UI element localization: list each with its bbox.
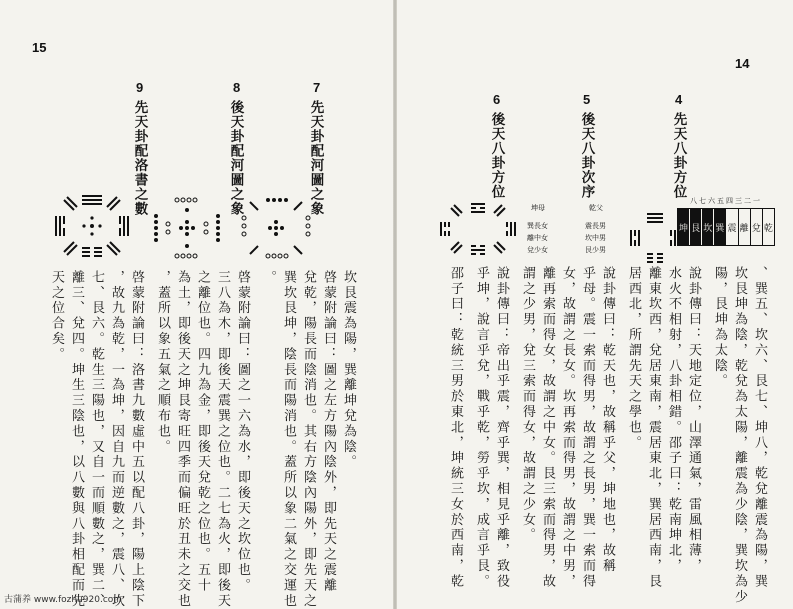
daughter-label: 離中女 [527,234,548,242]
son-label: 艮少男 [585,246,606,254]
section-heading: 先天卦配洛書之數 [131,100,148,216]
section-number: 8 [233,80,241,95]
section-number: 6 [493,92,501,107]
father-label: 乾父 [589,204,603,212]
text-column: 七、艮六。乾生三陽也，又自一而順數之，巽二、 [89,270,104,609]
trigram-cell: 震 [727,209,739,245]
text-column: 坎艮震為陽，巽離坤兌為陰。 [341,270,356,471]
order-header: 八七六五四三二一 [690,197,762,205]
trigram-cell: 艮 [690,209,702,245]
son-label: 坎中男 [585,234,606,242]
text-column: 。 [261,270,276,286]
former-heaven-arrangement-diagram [627,210,683,266]
hetu-trigram-figure [238,196,314,260]
text-column: 說卦傳曰：乾天也，故稱乎父，坤地也，故稱 [600,266,615,574]
text-column: 離三、兌四。坤生三陰也，以八數與八卦相配而先 [69,270,84,609]
trigram-cell: 巽 [714,209,726,245]
section-heading: 後天八卦次序 [578,112,595,199]
text-column: ，蓋所以象五氣之順布也。 [155,270,170,455]
text-column: 離東坎西，兌居東南，震居東北，巽居西南，艮 [646,266,661,590]
left-page [0,0,396,609]
daughter-label: 巽長女 [527,222,548,230]
later-heaven-arrangement-diagram [437,200,519,258]
section-number: 5 [583,92,591,107]
text-column: 說卦傳曰：天地定位，山澤通氣，雷風相薄， [686,266,701,574]
text-column: 陽，艮坤為太陰。 [712,266,727,390]
text-column: 啓蒙附論曰：洛書九數虛中五以配八卦，陽上陰下 [129,270,144,609]
son-label: 震長男 [585,222,606,230]
text-column: 邵子曰：乾統三男於東北，坤統三女於西南，乾 [448,266,463,590]
text-column: 女，故謂之長女。坎再索而得男，故謂之中男， [560,266,575,590]
trigram-order-table [677,196,775,254]
hetu-dot-diagram-8 [150,196,224,260]
page-number-right: 14 [735,56,750,71]
site-watermark: 古蒲养 www.fozhu920.com [4,595,123,605]
section-heading: 後天八卦方位 [488,112,505,199]
text-column: 乎母。震一索而得男，故謂之長男，巽一索而得 [580,266,595,590]
section-heading: 後天卦配河圖之象 [227,100,244,216]
text-column: 啓蒙附論曰：圖之左方陽內陰外，即先天之震離 [321,270,336,594]
trigram-cell: 離 [739,209,751,245]
text-column: 乎坤，說言乎兌，戰乎乾，勞乎坎，成言乎艮。 [474,266,489,590]
text-column: 天之位合矣。 [49,270,64,363]
hetu-figure [150,196,224,260]
text-column: 兌乾，陽長而陰消也。其右方陰內陽外，即先天之 [301,270,316,609]
text-column: 居西北，所謂先天之學也。 [626,266,641,451]
family-order-diagram [523,198,627,260]
mother-label: 坤母 [531,204,545,212]
text-column: 三八為木，即後天震巽之位也。二七為火，即後天 [215,270,230,609]
hetu-dot-diagram-7 [238,196,314,260]
section-heading: 先天卦配河圖之象 [307,100,324,216]
text-column: 為土，即後天之坤艮寄旺四季而偏旺於丑未之交也 [175,270,190,609]
trigram-cells-row [677,208,775,246]
section-number: 9 [136,80,144,95]
luoshu-trigram-diagram [52,190,132,262]
text-column: 啓蒙附論曰：圖之一六為水，即後天之坎位也。 [235,270,250,594]
section-heading: 先天八卦方位 [670,112,687,199]
text-column: 說卦傳曰：帝出乎震，齊乎巽，相見乎離，致役 [494,266,509,590]
trigram-cell: 兌 [751,209,763,245]
section-number: 4 [675,92,683,107]
section-number: 7 [313,80,321,95]
bagua-ring-figure [437,200,519,258]
trigram-cell: 乾 [763,209,774,245]
bagua-ring-figure-4 [627,210,683,266]
luoshu-trigram-figure [52,190,132,262]
family-order-figure [523,198,627,260]
text-column: 、巽五、坎六、艮七、坤八，乾兌離震為陽，巽 [752,266,767,590]
text-column: 水火不相射，八卦相錯。邵子曰：乾南坤北， [666,266,681,574]
text-column: 謂之少男，兌三索而得女，故謂之少女。 [520,266,535,544]
daughter-label: 兌少女 [527,246,548,254]
text-column: 坎艮坤為陰，乾兌為太陽，離震為少陰，巽坎為少 [732,266,747,605]
trigram-cell: 坎 [702,209,714,245]
trigram-cell: 坤 [678,209,690,245]
text-column: 巽坎艮坤，陰長而陽消也。蓋所以象二氣之交運也 [281,270,296,609]
text-column: ，故九為乾，一為坤，因自九而逆數之，震八、坎 [109,270,124,609]
right-page [397,0,793,609]
text-column: 離再索而得女，故謂之中女。艮三索而得男，故 [540,266,555,590]
text-column: 之離位也。四九為金，即後天兌乾之位也。五十 [195,270,210,594]
page-number-left: 15 [32,40,47,55]
